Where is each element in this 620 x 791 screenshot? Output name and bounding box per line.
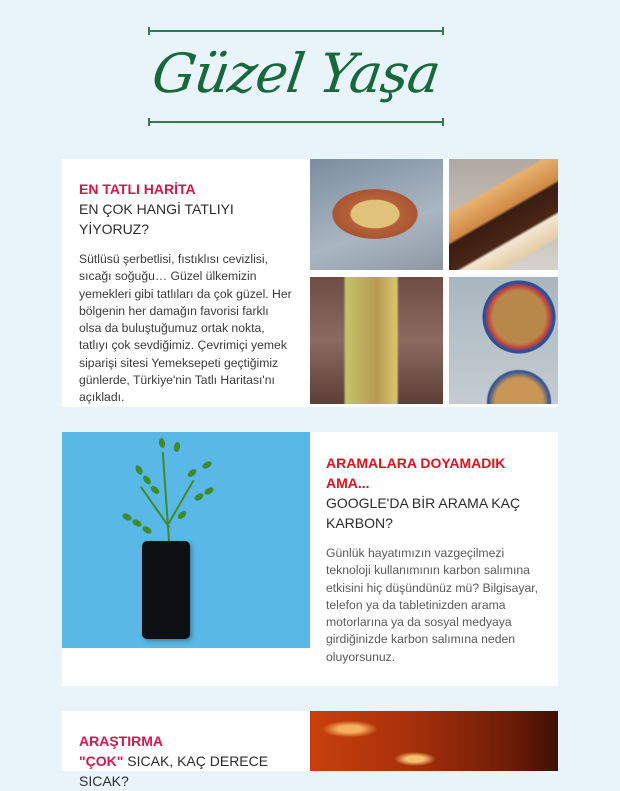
article-subhead[interactable]: [79, 751, 304, 791]
article-kicker[interactable]: ARAMALARA DOYAMADIK AMA...: [326, 455, 506, 491]
rice-pudding-photo[interactable]: [310, 159, 443, 270]
leaf: [121, 512, 133, 522]
eclairs-photo[interactable]: [449, 159, 558, 270]
masthead-title[interactable]: Güzel Yaşa: [148, 42, 444, 105]
leaf: [203, 486, 215, 496]
article-body: Günlük hayatımızın vazgeçilmezi teknoloji kullanımının karbon salımına etkisini hiç düşündünüz mü? Bilgisayar, telefon ya da tabletinizden arama motorlarına ya da sosyal medyaya girdiğinizde karbon salımına neden oluyorsunuz.: [326, 546, 539, 664]
sunset-sky-photo[interactable]: [310, 711, 558, 771]
article-text: [79, 731, 304, 791]
article-text: [326, 453, 546, 666]
plant-stem: [162, 452, 170, 544]
dessert-bowls-photo[interactable]: [449, 277, 558, 404]
article-kicker[interactable]: ARAŞTIRMA: [79, 733, 163, 749]
baklava-photo[interactable]: [310, 277, 443, 404]
leaf: [149, 484, 161, 495]
article-card-google-carbon[interactable]: [62, 432, 558, 686]
leaf: [173, 442, 181, 453]
leaf: [186, 467, 198, 478]
leaf: [131, 518, 143, 528]
article-subhead[interactable]: EN ÇOK HANGİ TATLIYI YİYORUZ?: [79, 201, 234, 237]
article-kicker[interactable]: EN TATLI HARİTA: [79, 181, 196, 197]
masthead-top-rule: [148, 30, 444, 32]
article-text: [79, 179, 294, 407]
smartphone: [142, 541, 190, 639]
leaf: [134, 464, 144, 476]
article-card-sweets-map[interactable]: [62, 159, 558, 407]
leaf: [193, 492, 205, 503]
leaf: [141, 525, 153, 535]
article-card-heat-research[interactable]: [62, 711, 558, 789]
masthead: [148, 28, 444, 126]
article-body: Sütlüsü şerbetlisi, fıstıklısı cevizlisi, sıcağı soğuğu… Güzel ülkemizin yemekleri gibi tatlıları da çok güzel. Her bölgenin her damağın favorisi farklı olsa da buluştuğumuz ortak nokta, tatlıyı çok sevdiğimiz. Çevrimiçi yemek siparişi sitesi Yemeksepeti geçtiğimiz günlerde, Türkiye'nin Tatlı Haritası'nı açıkladı.: [79, 252, 292, 405]
subhead-emphasis: "ÇOK": [79, 753, 124, 769]
article-subhead[interactable]: GOOGLE'DA BİR ARAMA KAÇ KARBON?: [326, 495, 521, 531]
leaf: [176, 509, 188, 520]
phone-with-plant-photo[interactable]: [62, 432, 310, 648]
leaf: [201, 460, 213, 470]
masthead-bottom-rule: [148, 121, 444, 123]
subhead-rest: SICAK, KAÇ DERECE SICAK?: [79, 753, 269, 789]
leaf: [158, 438, 166, 449]
leaf: [141, 474, 152, 486]
